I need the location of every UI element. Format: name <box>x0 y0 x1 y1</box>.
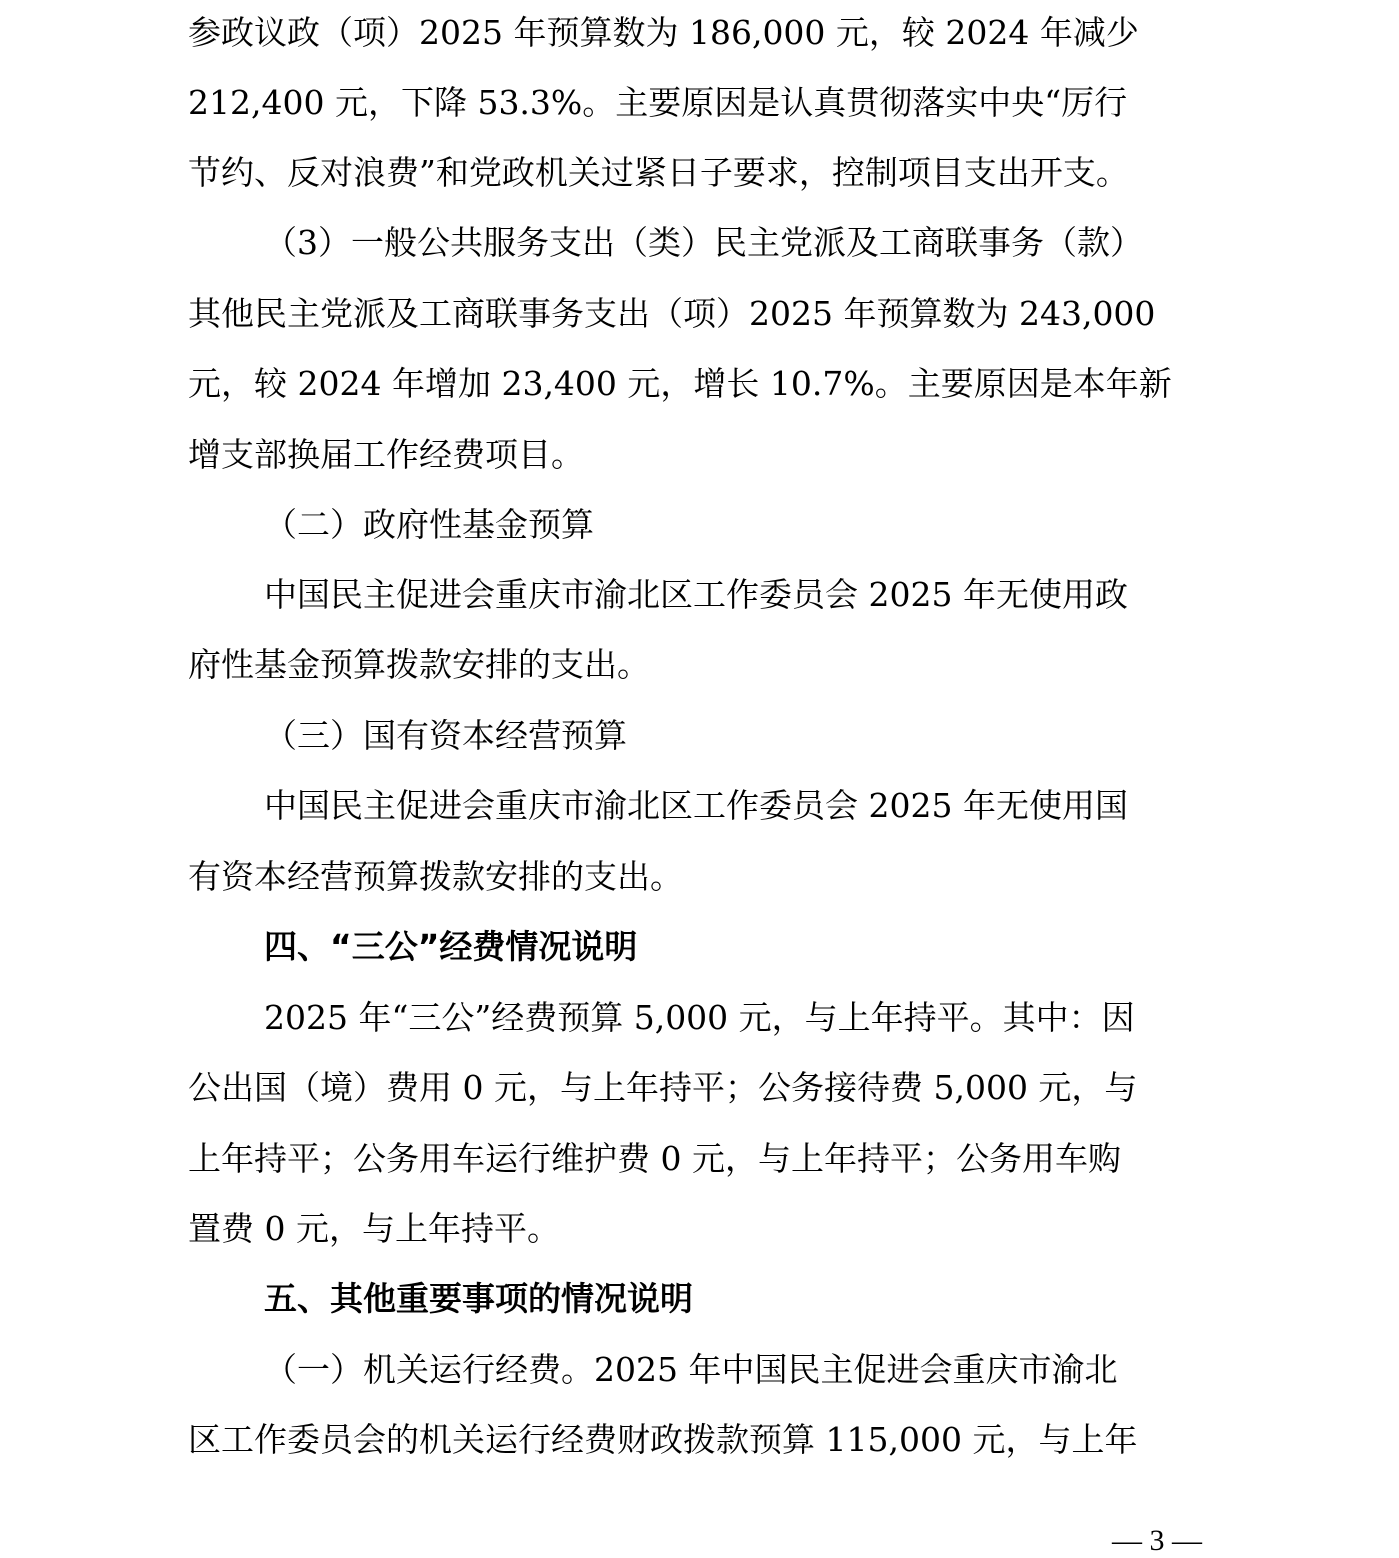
paragraph-line <box>264 221 1228 265</box>
line-text: 区工作委员会的机关运行经费财政拨款预算 115,000 元，与上年 <box>188 1420 1138 1459</box>
line-text: 置费 0 元，与上年持平。 <box>188 1209 560 1248</box>
line-text: 中国民主促进会重庆市渝北区工作委员会 2025 年无使用国 <box>264 786 1128 825</box>
paragraph-line <box>188 643 1228 687</box>
line-text: 2025 年“三公”经费预算 5,000 元，与上年持平。其中：因 <box>264 998 1135 1037</box>
line-text: 有资本经营预算拨款安排的支出。 <box>188 857 683 896</box>
paragraph-line <box>188 151 1228 195</box>
heading-text: （三）国有资本经营预算 <box>264 716 627 755</box>
line-text: 参政议政（项）2025 年预算数为 186,000 元，较 2024 年减少 <box>188 13 1139 52</box>
paragraph-line <box>188 81 1228 125</box>
section-heading <box>264 714 1228 758</box>
line-text: 公出国（境）费用 0 元，与上年持平；公务接待费 5,000 元，与 <box>188 1068 1138 1107</box>
paragraph-line <box>188 1207 1228 1251</box>
heading-text: 五、其他重要事项的情况说明 <box>264 1279 693 1318</box>
heading-text: 四、“三公”经费情况说明 <box>264 927 638 966</box>
line-text: 府性基金预算拨款安排的支出。 <box>188 645 650 684</box>
line-text: 212,400 元，下降 53.3%。主要原因是认真贯彻落实中央“厉行 <box>188 83 1128 122</box>
section-heading <box>264 503 1228 547</box>
paragraph-line <box>188 433 1228 477</box>
paragraph-line <box>188 855 1228 899</box>
chapter-heading <box>264 925 1228 969</box>
paragraph-line <box>264 784 1228 828</box>
paragraph-line <box>188 1418 1228 1462</box>
paragraph-line <box>264 573 1228 617</box>
chapter-heading <box>264 1277 1228 1321</box>
line-text: 节约、反对浪费”和党政机关过紧日子要求，控制项目支出开支。 <box>188 153 1129 192</box>
paragraph-line <box>264 996 1228 1040</box>
heading-text: （二）政府性基金预算 <box>264 505 594 544</box>
paragraph-line <box>188 292 1228 336</box>
line-text: 上年持平；公务用车运行维护费 0 元，与上年持平；公务用车购 <box>188 1139 1121 1178</box>
line-text: （一）机关运行经费。2025 年中国民主促进会重庆市渝北 <box>264 1350 1118 1389</box>
line-text: 元，较 2024 年增加 23,400 元，增长 10.7%。主要原因是本年新 <box>188 364 1172 403</box>
line-text: 中国民主促进会重庆市渝北区工作委员会 2025 年无使用政 <box>264 575 1128 614</box>
line-text: 其他民主党派及工商联事务支出（项）2025 年预算数为 243,000 <box>188 294 1156 333</box>
paragraph-line <box>188 11 1228 55</box>
page-number: — 3 — <box>1112 1524 1202 1557</box>
line-text: （3）一般公共服务支出（类）民主党派及工商联事务（款） <box>264 223 1143 262</box>
line-text: 增支部换届工作经费项目。 <box>188 435 584 474</box>
paragraph-line <box>188 1137 1228 1181</box>
paragraph-line <box>188 362 1228 406</box>
paragraph-line <box>264 1348 1228 1392</box>
paragraph-line <box>188 1066 1228 1110</box>
